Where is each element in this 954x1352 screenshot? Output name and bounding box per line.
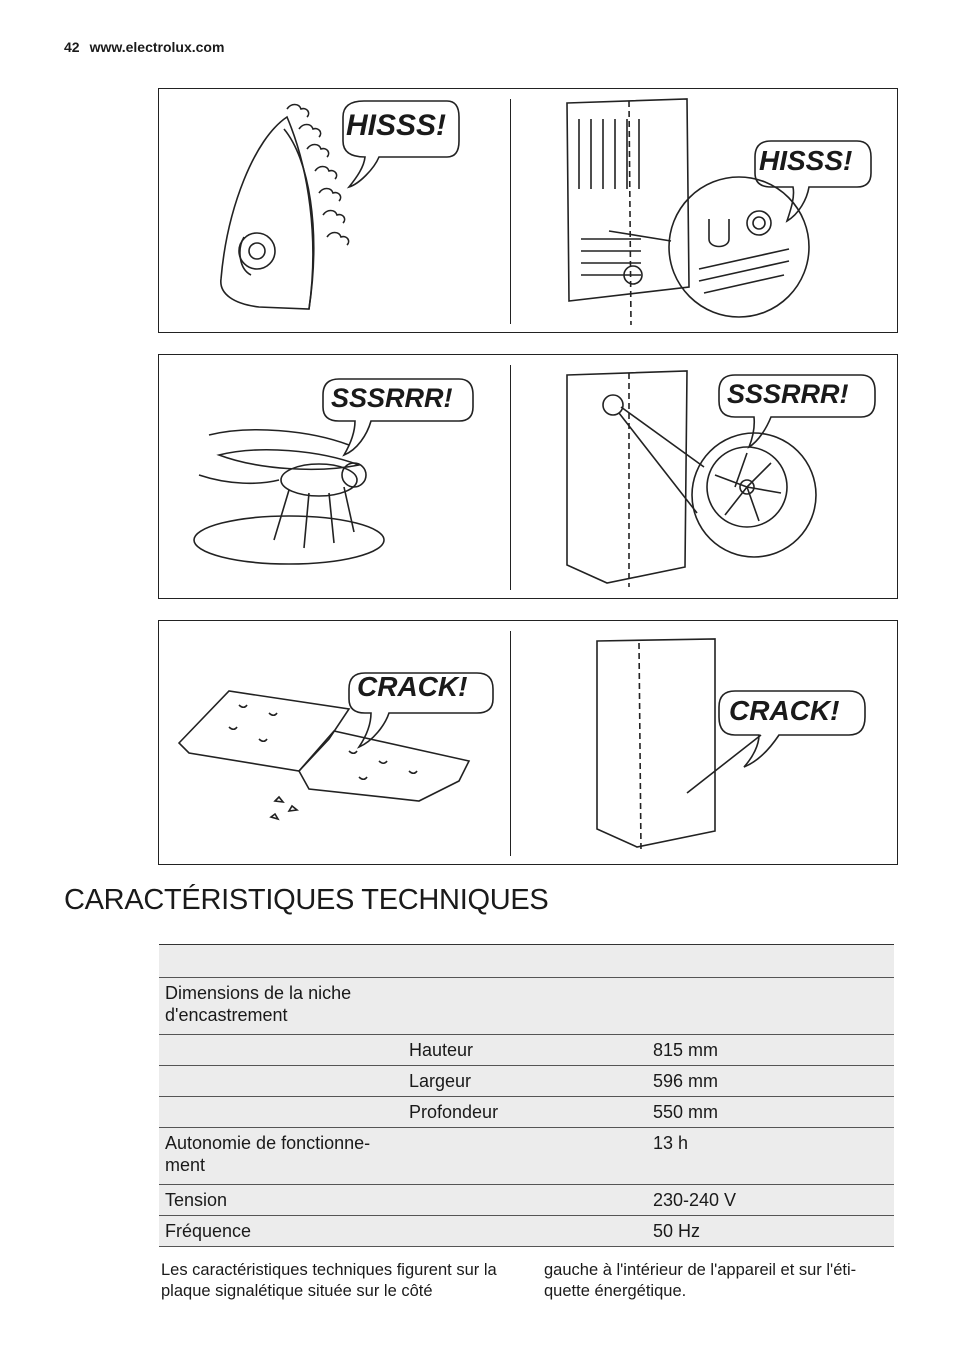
spec-table (159, 944, 894, 1247)
table-row (159, 1035, 894, 1066)
section-title: CARACTÉRISTIQUES TECHNIQUES (64, 884, 549, 916)
table-row (159, 1066, 894, 1097)
table-row (159, 978, 894, 1035)
row-sub: Profondeur (403, 1097, 647, 1128)
panel-hisss (158, 88, 898, 333)
footnote-col1: Les caractéristiques techniques figurent sur la plaque signalétique située sur le côté (161, 1261, 497, 1300)
footnote-col2: gauche à l'intérieur de l'appareil et sur l'éti- quette énergétique. (544, 1261, 857, 1300)
panel-divider (510, 99, 511, 324)
hisss-left-label: HISSS! (346, 109, 447, 142)
row-value (647, 978, 894, 1035)
row-label: Autonomie de fonctionne- ment (159, 1128, 403, 1185)
row-value: 13 h (647, 1128, 894, 1185)
row-sub (403, 1128, 647, 1185)
sssrrr-left-label: SSSRRR! (331, 383, 453, 413)
panel-divider (510, 631, 511, 856)
zoom-circle (692, 433, 816, 557)
crack-right-label: CRACK! (729, 695, 840, 726)
panel-divider (510, 365, 511, 590)
row-sub (403, 1185, 647, 1216)
fridge-icon (597, 639, 715, 847)
hisss-illustration (159, 89, 899, 334)
row-value: 50 Hz (647, 1216, 894, 1247)
website: www.electrolux.com (89, 39, 225, 55)
row-label (159, 1035, 403, 1066)
page-header (64, 39, 224, 55)
hisss-right-label: HISSS! (759, 145, 853, 176)
cracker-icon (179, 691, 349, 771)
page-number: 42 (64, 39, 80, 55)
row-label: Dimensions de la niche d'encastrement (159, 978, 403, 1035)
row-value: 815 mm (647, 1035, 894, 1066)
row-label (159, 1097, 403, 1128)
crack-left-label: CRACK! (357, 671, 468, 702)
fridge-back-icon (567, 99, 689, 301)
row-sub (403, 1216, 647, 1247)
fly-shadow (194, 516, 384, 564)
row-label (159, 1066, 403, 1097)
row-value: 550 mm (647, 1097, 894, 1128)
panel-crack (158, 620, 898, 865)
row-sub: Largeur (403, 1066, 647, 1097)
row-label: Tension (159, 1185, 403, 1216)
table-row (159, 1097, 894, 1128)
row-sub (403, 978, 647, 1035)
row-value: 230-240 V (647, 1185, 894, 1216)
table-header-row (159, 945, 894, 978)
row-label: Fréquence (159, 1216, 403, 1247)
zoom-circle (669, 177, 809, 317)
crack-illustration (159, 621, 899, 866)
table-row (159, 1216, 894, 1247)
row-value: 596 mm (647, 1066, 894, 1097)
panel-sssrrr (158, 354, 898, 599)
table-row (159, 1128, 894, 1185)
iron-icon (221, 117, 313, 309)
table-row (159, 1185, 894, 1216)
row-sub: Hauteur (403, 1035, 647, 1066)
sssrrr-right-label: SSSRRR! (727, 379, 849, 409)
